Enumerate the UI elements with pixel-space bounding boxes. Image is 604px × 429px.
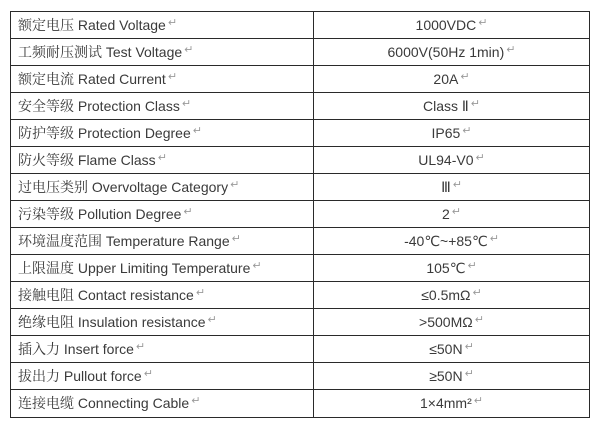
paragraph-mark-icon: ↵ [143, 367, 153, 380]
paragraph-mark-icon: ↵ [462, 124, 472, 137]
spec-value-text: ≤50N [429, 340, 463, 357]
spec-label-cell [11, 120, 314, 147]
spec-label-text: 防护等级 Protection Degree [18, 124, 191, 141]
spec-value-text: Class Ⅱ [422, 97, 469, 114]
paragraph-mark-icon: ↵ [451, 205, 461, 218]
spec-value-cell [314, 390, 589, 417]
spec-label-text: 安全等级 Protection Class [18, 97, 180, 114]
spec-label-text: 防火等级 Flame Class [18, 151, 156, 168]
paragraph-mark-icon: ↵ [184, 43, 194, 56]
spec-label-text: 环境温度范围 Temperature Range [18, 232, 230, 249]
spec-value-text: 6000V(50Hz 1min) [387, 43, 505, 60]
spec-label-text: 插入力 Insert force [18, 340, 134, 357]
spec-label-cell [11, 390, 314, 417]
spec-label-text: 拔出力 Pullout force [18, 367, 142, 384]
paragraph-mark-icon: ↵ [470, 97, 480, 110]
spec-value-cell [314, 363, 589, 390]
paragraph-mark-icon: ↵ [464, 367, 474, 380]
spec-label-cell [11, 93, 314, 120]
spec-value-cell [314, 228, 589, 255]
paragraph-mark-icon: ↵ [191, 395, 201, 407]
spec-label-text: 额定电压 Rated Voltage [18, 16, 166, 33]
spec-label-cell [11, 363, 314, 390]
spec-value-text: Ⅲ [441, 178, 451, 195]
spec-value-cell [314, 120, 589, 147]
specification-table [10, 11, 590, 418]
spec-label-text: 绝缘电阻 Insulation resistance [18, 313, 206, 330]
spec-label-text: 工频耐压测试 Test Voltage [18, 43, 183, 60]
paragraph-mark-icon: ↵ [231, 232, 241, 245]
spec-label-text: 污染等级 Pollution Degree [18, 205, 182, 222]
spec-label-cell [11, 174, 314, 201]
spec-label-text: 上限温度 Upper Limiting Temperature [18, 259, 251, 276]
spec-label-cell [11, 66, 314, 93]
spec-value-text: IP65 [431, 124, 461, 141]
paragraph-mark-icon: ↵ [207, 313, 217, 326]
spec-label-cell [11, 228, 314, 255]
paragraph-mark-icon: ↵ [452, 178, 462, 191]
paragraph-mark-icon: ↵ [157, 151, 167, 164]
spec-label-text: 连接电缆 Connecting Cable [18, 395, 190, 411]
spec-label-cell [11, 12, 314, 39]
paragraph-mark-icon: ↵ [464, 340, 474, 353]
spec-label-cell [11, 336, 314, 363]
paragraph-mark-icon: ↵ [167, 16, 178, 29]
spec-label-cell [11, 147, 314, 174]
paragraph-mark-icon: ↵ [467, 259, 477, 272]
spec-value-text: 20A [433, 70, 459, 87]
spec-value-cell [314, 282, 589, 309]
paragraph-mark-icon: ↵ [474, 313, 484, 326]
spec-label-cell [11, 201, 314, 228]
spec-value-cell [314, 147, 589, 174]
spec-value-cell [314, 309, 589, 336]
paragraph-mark-icon: ↵ [475, 151, 485, 164]
paragraph-mark-icon: ↵ [192, 124, 202, 137]
paragraph-mark-icon: ↵ [472, 286, 482, 299]
spec-value-cell [314, 12, 589, 39]
spec-value-cell [314, 93, 589, 120]
spec-value-cell [314, 336, 589, 363]
spec-label-cell [11, 39, 314, 66]
paragraph-mark-icon: ↵ [183, 205, 193, 218]
paragraph-mark-icon: ↵ [473, 395, 483, 407]
paragraph-mark-icon: ↵ [195, 286, 206, 299]
paragraph-mark-icon: ↵ [489, 232, 499, 245]
paragraph-mark-icon: ↵ [181, 97, 192, 110]
spec-value-text: 105℃ [426, 259, 466, 276]
spec-value-text: ≥50N [429, 367, 463, 384]
paragraph-mark-icon: ↵ [478, 16, 488, 29]
spec-value-cell [314, 174, 589, 201]
spec-value-text: 1×4mm² [420, 395, 472, 411]
paragraph-mark-icon: ↵ [460, 70, 470, 83]
spec-label-cell [11, 282, 314, 309]
spec-value-text: ≤0.5mΩ [421, 286, 471, 303]
spec-value-cell [314, 66, 589, 93]
paragraph-mark-icon: ↵ [135, 340, 146, 353]
spec-value-text: >500MΩ [419, 313, 473, 330]
paragraph-mark-icon: ↵ [506, 43, 516, 56]
spec-value-cell [314, 39, 589, 66]
spec-value-text: 1000VDC [415, 16, 477, 33]
paragraph-mark-icon: ↵ [230, 178, 240, 191]
spec-label-text: 接触电阻 Contact resistance [18, 286, 194, 303]
spec-value-cell [314, 255, 589, 282]
spec-value-text: 2 [441, 205, 450, 222]
spec-label-cell [11, 255, 314, 282]
spec-value-cell [314, 201, 589, 228]
spec-value-text: -40℃~+85℃ [404, 232, 488, 249]
spec-label-text: 过电压类别 Overvoltage Category [18, 178, 229, 195]
spec-label-cell [11, 309, 314, 336]
spec-label-text: 额定电流 Rated Current [18, 70, 166, 87]
paragraph-mark-icon: ↵ [252, 259, 262, 272]
paragraph-mark-icon: ↵ [167, 70, 178, 83]
spec-value-text: UL94-V0 [418, 151, 474, 168]
